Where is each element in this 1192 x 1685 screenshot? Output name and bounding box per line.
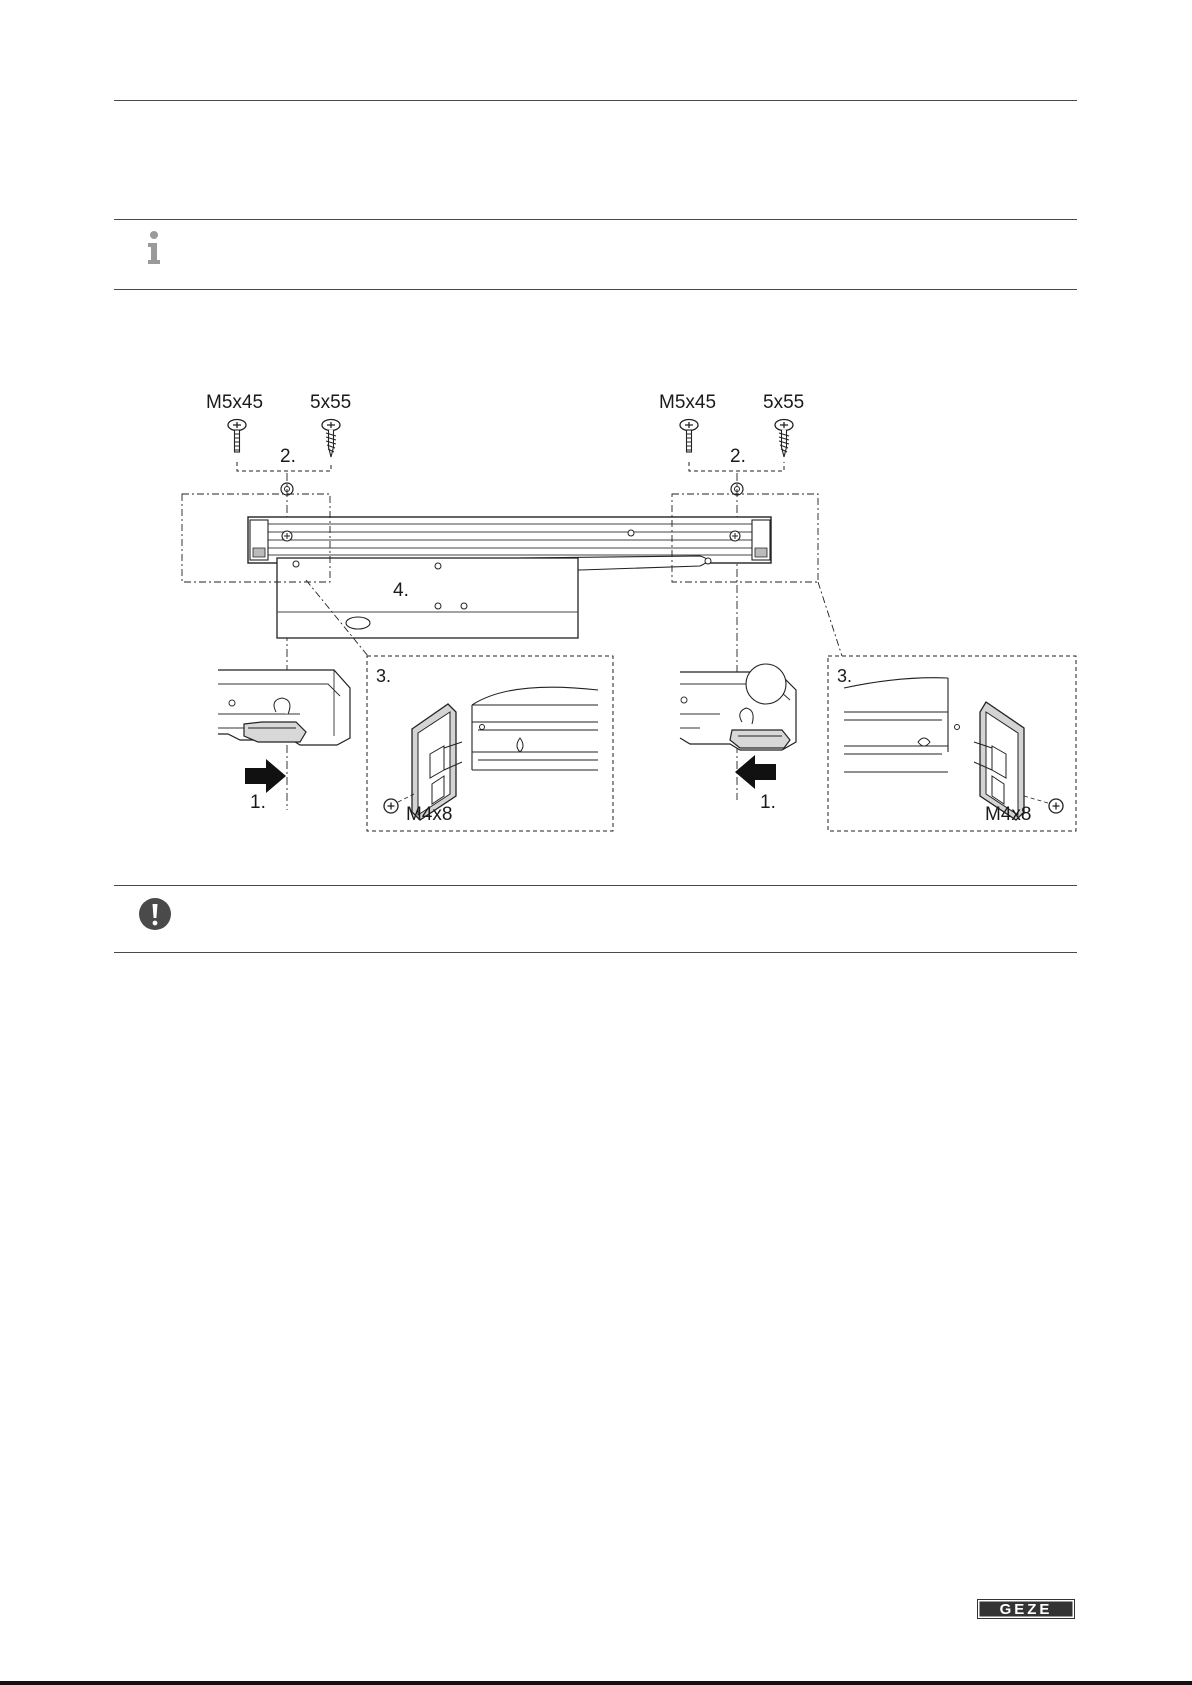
warning-note-bottom-rule: [114, 952, 1077, 953]
right-cap-screw-m4x8-label: M4x8: [985, 804, 1032, 825]
exclamation-circle-icon: [138, 897, 172, 931]
warning-note-top-rule: [114, 885, 1077, 886]
right-step-2-label: 2.: [730, 446, 746, 467]
left-screw-5x55-label: 5x55: [310, 392, 352, 413]
page-bottom-bar: [0, 1681, 1192, 1685]
left-step-4-label: 4.: [393, 580, 409, 601]
right-step-3-label: 3.: [837, 666, 853, 686]
left-screw-m5x45-label: M5x45: [206, 392, 264, 413]
geze-logo-text: GEZE: [999, 1601, 1053, 1618]
right-step-1-label: 1.: [760, 792, 776, 813]
left-step-3-label: 3.: [376, 666, 392, 686]
left-cap-screw-m4x8-label: M4x8: [406, 804, 453, 825]
left-step-1-label: 1.: [250, 792, 266, 813]
geze-logo: [977, 1599, 1075, 1619]
right-screw-5x55-label: 5x55: [763, 392, 805, 413]
left-step-2-label: 2.: [280, 446, 296, 467]
right-screw-m5x45-label: M5x45: [659, 392, 717, 413]
